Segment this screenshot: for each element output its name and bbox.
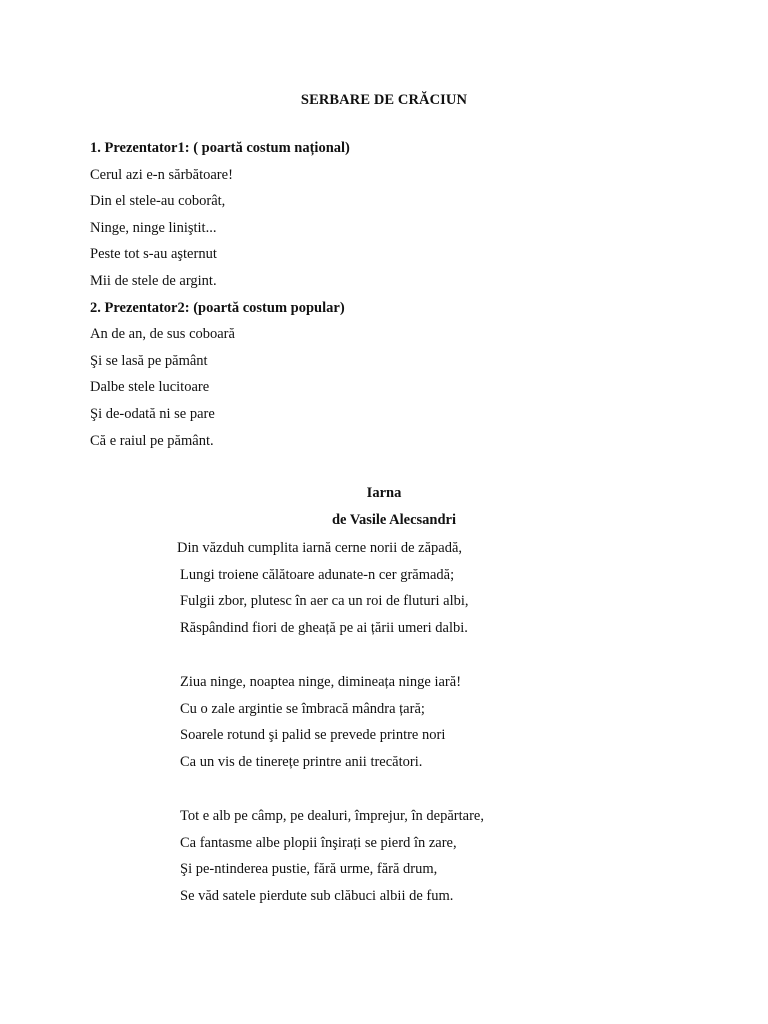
verse-line: Şi se lasă pe pământ	[90, 352, 208, 369]
verse-line: Peste tot s-au aşternut	[90, 246, 217, 263]
poem-line: Ziua ninge, noaptea ninge, dimineața ninge iară!	[180, 674, 462, 690]
speaker-line: 1. Prezentator1: ( poartă costum național)	[90, 140, 350, 156]
verse-line: Mii de stele de argint.	[90, 272, 217, 289]
poem-line: Ca un vis de tinerețe printre anii trecători.	[180, 753, 423, 770]
poem-line: Ca fantasme albe plopii înşirați se pierd în zare,	[180, 834, 457, 851]
poem-stanza-3	[177, 806, 484, 912]
verse-line: Cerul azi e-n sărbătoare!	[90, 166, 233, 183]
verse-line: Că e raiul pe pământ.	[90, 432, 214, 449]
poem-line: Fulgii zbor, plutesc în aer ca un roi de fluturi albi,	[180, 593, 469, 610]
poem-stanza-2	[177, 672, 461, 778]
verse-line: Ninge, ninge liniştit...	[90, 219, 217, 236]
speaker-line: 2. Prezentator2: (poartă costum popular)	[90, 299, 345, 316]
poem-line: Lungi troiene călătoare adunate-n cer grămadă;	[180, 566, 455, 583]
verse-line: Şi de-odată ni se pare	[90, 405, 215, 422]
poem-line: Cu o zale argintie se îmbracă mândra țară;	[180, 700, 425, 717]
poem-line: Răspândind fiori de gheață pe ai țării umeri dalbi.	[180, 619, 468, 636]
intro-section	[90, 138, 350, 457]
poem-line: Şi pe-ntinderea pustie, fără urme, fără drum,	[180, 861, 438, 878]
poem-line: Soarele rotund şi palid se prevede printre nori	[180, 727, 446, 744]
poem-line: Se văd satele pierdute sub clăbuci albii de fum.	[180, 887, 454, 904]
poem-line: Tot e alb pe câmp, pe dealuri, împrejur, în depărtare,	[180, 808, 484, 824]
verse-line: Dalbe stele lucitoare	[90, 379, 210, 396]
poem-author: de Vasile Alecsandri	[331, 512, 457, 528]
poem-stanza-1	[177, 538, 469, 644]
verse-line: Din el stele-au coborât,	[90, 193, 226, 210]
verse-line: An de an, de sus coboară	[90, 326, 235, 343]
poem-title: Iarna	[366, 485, 402, 501]
poem-line: Din văzduh cumplita iarnă cerne norii de zăpadă,	[177, 540, 463, 556]
document-title: SERBARE DE CRĂCIUN	[300, 92, 468, 108]
